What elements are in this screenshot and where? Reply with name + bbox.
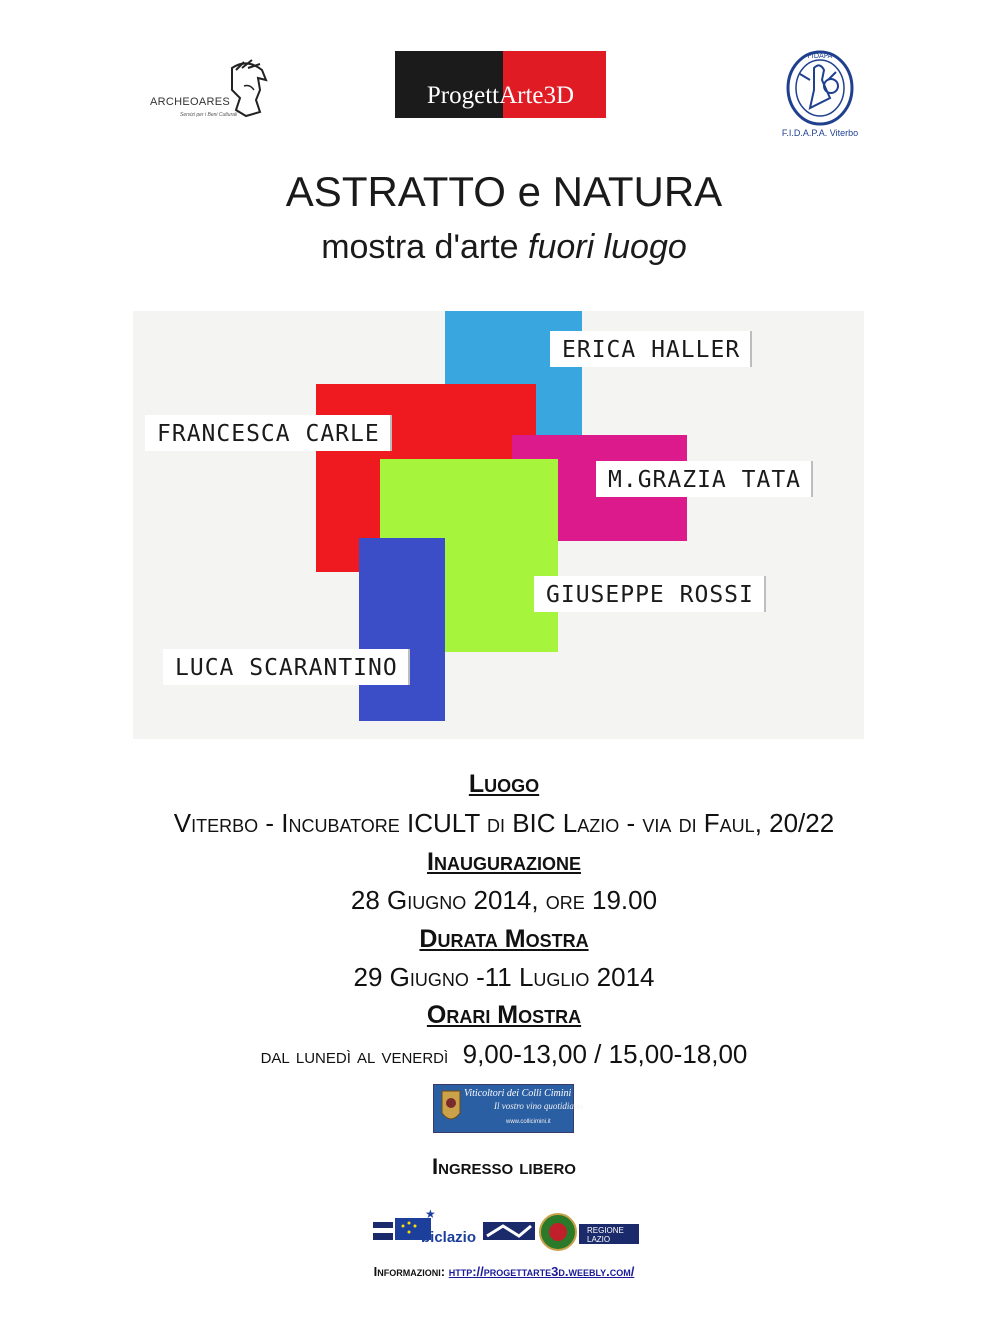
artwork-image bbox=[133, 311, 864, 739]
blue-dark-block bbox=[359, 538, 445, 721]
ingresso-libero: Ingresso libero bbox=[432, 1154, 576, 1179]
viticoltori-logo bbox=[433, 1084, 583, 1133]
luogo-value: Viterbo - Incubatore ICULT di BIC Lazio - via di Faul, 20/22 bbox=[173, 808, 835, 838]
subtitle-main: mostra d'arte bbox=[321, 228, 528, 266]
sponsor-name: Viticoltori dei Colli Cimini bbox=[464, 1088, 572, 1099]
bic-lazio-logo bbox=[373, 1207, 639, 1252]
svg-text:★: ★ bbox=[425, 1207, 436, 1221]
fidapa-ring-text: FIDAPA bbox=[807, 52, 833, 60]
durata-value: 29 Giugno -11 Luglio 2014 bbox=[353, 962, 655, 992]
inaugurazione-label: Inaugurazione bbox=[427, 848, 581, 876]
fidapa-emblem-icon bbox=[770, 50, 870, 128]
archeoares-tagline: Servizi per i Beni Culturali bbox=[180, 112, 238, 118]
footer-link[interactable]: http://progettarte3d.weebly.com/ bbox=[448, 1264, 635, 1279]
artist-tag-erica-haller: ERICA HALLER bbox=[550, 331, 752, 367]
progettarte-logo bbox=[395, 51, 606, 118]
helmet-head-icon bbox=[222, 60, 272, 120]
regione-line2: LAZIO bbox=[587, 1235, 611, 1244]
biclazio-text: biclazio bbox=[421, 1229, 477, 1246]
bic-regione-logos bbox=[373, 1207, 639, 1252]
archeoares-logo bbox=[150, 60, 275, 125]
footer-info bbox=[0, 1264, 1008, 1279]
orari-hours: 9,00-13,00 / 15,00-18,00 bbox=[462, 1039, 748, 1069]
shield-crest-icon bbox=[440, 1089, 462, 1127]
artist-tag-luca-scarantino: LUCA SCARANTINO bbox=[163, 649, 410, 685]
artist-tag-grazia-tata: M.GRAZIA TATA bbox=[596, 461, 813, 497]
sponsor-slogan: Il vostro vino quotidiano bbox=[494, 1101, 583, 1111]
inaugurazione-value: 28 Giugno 2014, ore 19.00 bbox=[350, 885, 658, 915]
durata-label: Durata Mostra bbox=[419, 925, 589, 953]
subtitle-italic: fuori luogo bbox=[528, 228, 687, 266]
luogo-label: Luogo bbox=[468, 770, 540, 798]
footer-label: Informazioni: bbox=[373, 1264, 446, 1279]
archeoares-name: ARCHEOARES bbox=[150, 96, 231, 108]
fidapa-caption: F.I.D.A.P.A. Viterbo bbox=[781, 128, 859, 138]
progettarte-logo-text: ProgettArte3D bbox=[426, 82, 575, 109]
fidapa-logo bbox=[770, 50, 870, 142]
artist-tag-francesca-carle: FRANCESCA CARLE bbox=[145, 415, 392, 451]
page-subtitle bbox=[0, 228, 1008, 267]
regione-line1: REGIONE bbox=[587, 1226, 624, 1235]
orari-days: dal lunedì al venerdì bbox=[260, 1043, 449, 1068]
orari-label: Orari Mostra bbox=[426, 1001, 582, 1029]
sponsor-site: www.collicimini.it bbox=[506, 1119, 551, 1125]
page-title: ASTRATTO e NATURA bbox=[285, 168, 723, 215]
orari-value bbox=[0, 1039, 1008, 1070]
artist-tag-giuseppe-rossi: GIUSEPPE ROSSI bbox=[534, 576, 766, 612]
